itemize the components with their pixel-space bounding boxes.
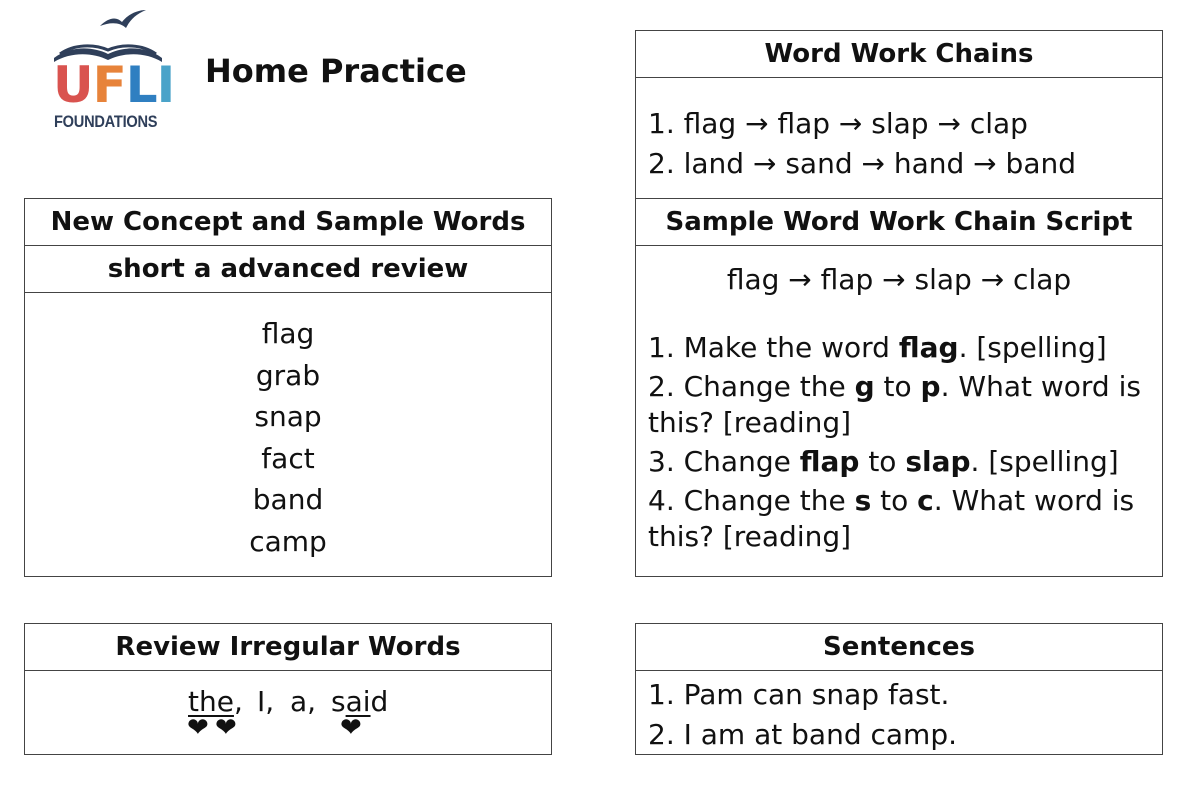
sample-word: band	[252, 483, 324, 516]
irregular-word-line	[25, 671, 551, 754]
script-header: Sample Word Work Chain Script	[636, 199, 1162, 246]
script-step: 2. Change the g to p. What word is this? [reading]	[648, 370, 1141, 439]
sample-word: fact	[261, 441, 315, 475]
sentence-item: 2. I am at band camp.	[648, 718, 957, 751]
new-concept-panel	[24, 198, 552, 577]
logo-letters: UFLI	[53, 56, 175, 114]
sample-word: snap	[254, 400, 322, 433]
sentence-item: 1. Pam can snap fast.	[648, 678, 950, 711]
sample-word-list	[25, 293, 551, 562]
irregular-word-a: a,	[290, 685, 317, 718]
irregular-word-i: I,	[257, 685, 275, 718]
chain-item: 1. flag → flap → slap → clap	[648, 107, 1028, 140]
sample-word: camp	[249, 524, 327, 558]
chain-item: 2. land → sand → hand → band	[648, 147, 1076, 180]
script-chain: flag → flap → slap → clap	[726, 263, 1072, 296]
irregular-header: Review Irregular Words	[25, 624, 551, 671]
sentence-list	[636, 671, 1162, 755]
irregular-words-panel	[24, 623, 552, 755]
chains-header: Word Work Chains	[636, 31, 1162, 78]
script-step-list	[636, 300, 1162, 555]
logo-subtitle: FOUNDATIONS	[54, 112, 158, 131]
concept-subheader: short a advanced review	[25, 246, 551, 293]
script-step: 3. Change flap to slap. [spelling]	[648, 445, 1119, 478]
sentences-panel	[635, 623, 1163, 755]
irregular-word-the: the,	[188, 685, 243, 718]
script-step: 4. Change the s to c. What word is this? [reading]	[648, 484, 1135, 553]
script-step: 1. Make the word flag. [spelling]	[648, 331, 1107, 364]
sentences-header: Sentences	[636, 624, 1162, 671]
sample-word: flag	[261, 317, 315, 350]
irregular-word-said: said	[331, 685, 389, 718]
heart-icon: ❤	[187, 713, 209, 743]
concept-header: New Concept and Sample Words	[25, 199, 551, 246]
chain-script-panel	[635, 198, 1163, 577]
word-work-chains-panel	[635, 30, 1163, 200]
page-title: Home Practice	[205, 52, 467, 90]
heart-icon: ❤	[340, 713, 362, 743]
heart-icon: ❤	[215, 713, 237, 743]
chain-list	[636, 78, 1162, 184]
sample-word: grab	[255, 358, 321, 392]
ufli-logo	[50, 8, 175, 133]
